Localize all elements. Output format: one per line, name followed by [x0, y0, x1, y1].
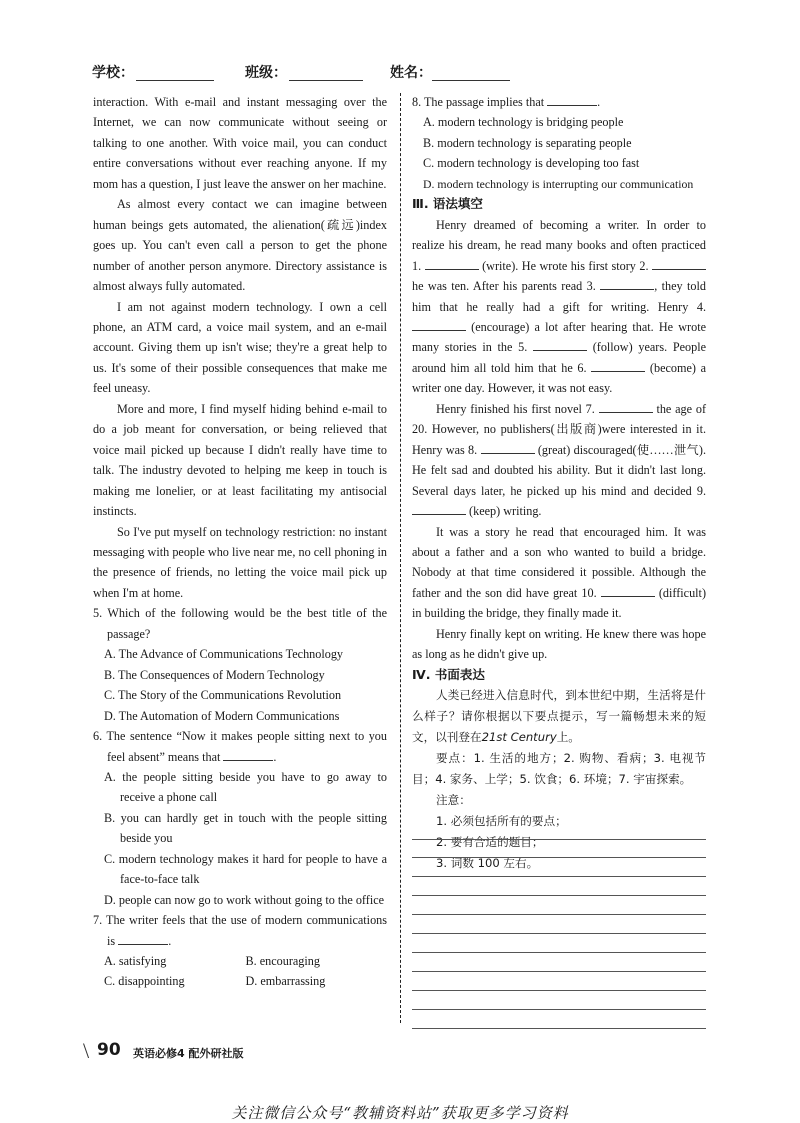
- writing-line[interactable]: [412, 1009, 706, 1010]
- writing-line[interactable]: [412, 839, 706, 840]
- option: B. modern technology is separating people: [423, 135, 632, 150]
- watermark: 关注微信公众号“教辅资料站”获取更多学习资料: [231, 1104, 569, 1122]
- text: 上。: [556, 730, 580, 745]
- blank-8[interactable]: [481, 441, 535, 454]
- writing-line[interactable]: [412, 857, 706, 858]
- text: (follow) years. People around him all told him that he 6.: [412, 340, 707, 375]
- left-column: [93, 92, 387, 992]
- question-7-end: .: [168, 933, 172, 948]
- blank-2[interactable]: [652, 257, 706, 270]
- option: B. encouraging: [245, 954, 320, 969]
- question-6-end: .: [273, 749, 277, 764]
- option: D. The Automation of Modern Communications: [104, 708, 340, 723]
- school-label: 学校：: [92, 65, 134, 81]
- note-heading: 注意：: [436, 793, 471, 808]
- class-blank[interactable]: [289, 80, 363, 81]
- column-divider: [400, 93, 401, 1023]
- text: (difficult) in building the bridge, they finally made it.: [412, 585, 706, 621]
- answer-blank[interactable]: [118, 932, 168, 945]
- passage-paragraph: interaction. With e-mail and instant messaging over the Internet, we can now communicate without seeing or talking to one another. With voice mail, you can conduct entire conversations without ever reaching anyone. If my mom has a question, I just leave the answer on her machine.: [93, 95, 387, 191]
- option: A. The Advance of Communications Technology: [104, 647, 344, 662]
- option: C. The Story of the Communications Revolution: [104, 688, 342, 703]
- question-5: 5. Which of the following would be the best title of the passage?: [93, 606, 387, 641]
- blank-5[interactable]: [533, 338, 587, 351]
- text: Henry finished his first novel 7.: [436, 401, 595, 416]
- option-row: [93, 971, 387, 991]
- text: (great) discouraged(使……泄气). He felt sad and doubted his ability. But it didn't last long. Several days later, he picked up his mind and decided 9.: [412, 442, 707, 498]
- option: C. modern technology makes it hard for people to have a face-to-face talk: [104, 851, 387, 887]
- writing-line[interactable]: [412, 895, 706, 896]
- text: It was a story he read that encouraged him. It was about a father and a son who wanted to build a bridge. Nobody at that time considered it possible. Although the father and the son did have great 10.: [412, 524, 706, 600]
- blank-9[interactable]: [412, 502, 466, 515]
- option: A. satisfying: [104, 954, 167, 969]
- option: A. the people sitting beside you have to go away to receive a phone call: [104, 769, 387, 805]
- text: , they told him that he really had a gift for writing. Henry 4.: [412, 279, 706, 314]
- writing-line[interactable]: [412, 1028, 706, 1029]
- note-item: 2. 要有合适的题目；: [436, 835, 544, 850]
- blank-3[interactable]: [600, 277, 654, 290]
- slash-mark: \: [83, 1038, 90, 1063]
- page-number: 90: [97, 1040, 121, 1060]
- writing-line[interactable]: [412, 914, 706, 915]
- option: B. you can hardly get in touch with the people sitting beside you: [104, 810, 387, 846]
- student-info-header: [0, 60, 800, 84]
- blank-6[interactable]: [591, 359, 645, 372]
- question-6-text: 6. The sentence “Now it makes people sitting next to you feel absent” means that: [93, 729, 387, 764]
- text: he was ten. After his parents read 3.: [412, 279, 596, 294]
- answer-blank[interactable]: [547, 93, 597, 106]
- note-item: 3. 词数 100 左右。: [436, 856, 539, 871]
- name-blank[interactable]: [432, 80, 510, 81]
- question-8-end: .: [597, 95, 601, 109]
- name-label: 姓名：: [390, 65, 432, 81]
- answer-blank[interactable]: [223, 748, 273, 761]
- text: (become) a writer one day. However, it was not easy.: [412, 360, 707, 396]
- magazine-title: 21st Century: [481, 730, 557, 745]
- question-7: [93, 910, 387, 951]
- option: C. modern technology is developing too fast: [423, 156, 640, 171]
- option: A. modern technology is bridging people: [423, 115, 624, 130]
- option: D. people can now go to work without going to the office: [104, 892, 385, 907]
- writing-prompt: [412, 685, 706, 748]
- note-item: 1. 必须包括所有的要点；: [436, 814, 567, 829]
- blank-4[interactable]: [412, 318, 466, 331]
- right-column: [412, 92, 706, 874]
- passage-paragraph: I am not against modern technology. I own a cell phone, an ATM card, a voice mail system, and an e-mail account. Giving them up isn't wise; they're a great help to us. It's some of their possible consequences that make me feel uneasy.: [93, 299, 387, 396]
- option: C. disappointing: [104, 974, 185, 989]
- text: (write). He wrote his first story 2.: [482, 258, 649, 273]
- grammar-paragraph: [412, 399, 706, 522]
- section-heading: Ⅳ. 书面表达: [412, 666, 485, 682]
- writing-line[interactable]: [412, 990, 706, 991]
- option: D. embarrassing: [245, 974, 326, 989]
- blank-10[interactable]: [601, 584, 655, 597]
- option: B. The Consequences of Modern Technology: [104, 667, 325, 682]
- writing-line[interactable]: [412, 971, 706, 972]
- question-7-text: 7. The writer feels that the use of modern communications is: [93, 913, 387, 948]
- question-6: [93, 726, 387, 767]
- passage-paragraph: So I've put myself on technology restriction: no instant messaging with people who live near me, no cell phoning in the presence of friends, no letting the voice mail pick up when I'm at home.: [93, 524, 387, 600]
- option-row: [93, 951, 387, 971]
- grammar-paragraph: Henry finally kept on writing. He knew there was hope as long as he didn't give up.: [412, 626, 706, 662]
- class-label: 班级：: [245, 65, 287, 81]
- question-8-text: 8. The passage implies that: [412, 95, 545, 109]
- writing-line[interactable]: [412, 952, 706, 953]
- option: D. modern technology is interrupting our communication: [423, 176, 694, 191]
- text: (encourage) a lot after hearing that. He wrote many stories in the 5.: [412, 319, 706, 355]
- grammar-paragraph: [412, 215, 706, 399]
- writing-points: 要点：1. 生活的地方；2. 购物、看病；3. 电视节目；4. 家务、上学；5. 饮食；6. 环境；7. 宇宙探索。: [412, 751, 706, 787]
- book-title: 英语必修4 配外研社版: [133, 1047, 244, 1060]
- text: the age of 20. However, no publishers(出版商)were interested in it. Henry was 8.: [412, 401, 706, 457]
- text: (keep) writing.: [469, 504, 542, 519]
- section-heading: Ⅲ. 语法填空: [412, 196, 483, 212]
- grammar-paragraph: [412, 522, 706, 624]
- passage-paragraph: More and more, I find myself hiding behind e-mail to do a job meant for conversation, or being relieved that voice mail picked up because I didn't really have time to talk. The industry devoted to helping me keep in touch is making me lonelier, or at least facilitating my antisocial instincts.: [93, 401, 387, 519]
- text: 人类已经进入信息时代，到本世纪中期，生活将是什么样子？请你根据以下要点提示，写一篇畅想未来的短文，以刊登在: [412, 688, 706, 745]
- blank-1[interactable]: [425, 257, 479, 270]
- school-blank[interactable]: [136, 80, 214, 81]
- writing-line[interactable]: [412, 876, 706, 877]
- passage-paragraph: As almost every contact we can imagine between human beings gets automated, the alienation(疏远)index goes up. You can't even call a person to get the phone number of another person anymore. Directory assistance is almost always fully automated.: [93, 197, 387, 294]
- question-8: [412, 92, 706, 112]
- text: Henry dreamed of becoming a writer. In order to realize his dream, he read many books and often practiced 1.: [412, 217, 706, 273]
- writing-line[interactable]: [412, 933, 706, 934]
- blank-7[interactable]: [599, 400, 653, 413]
